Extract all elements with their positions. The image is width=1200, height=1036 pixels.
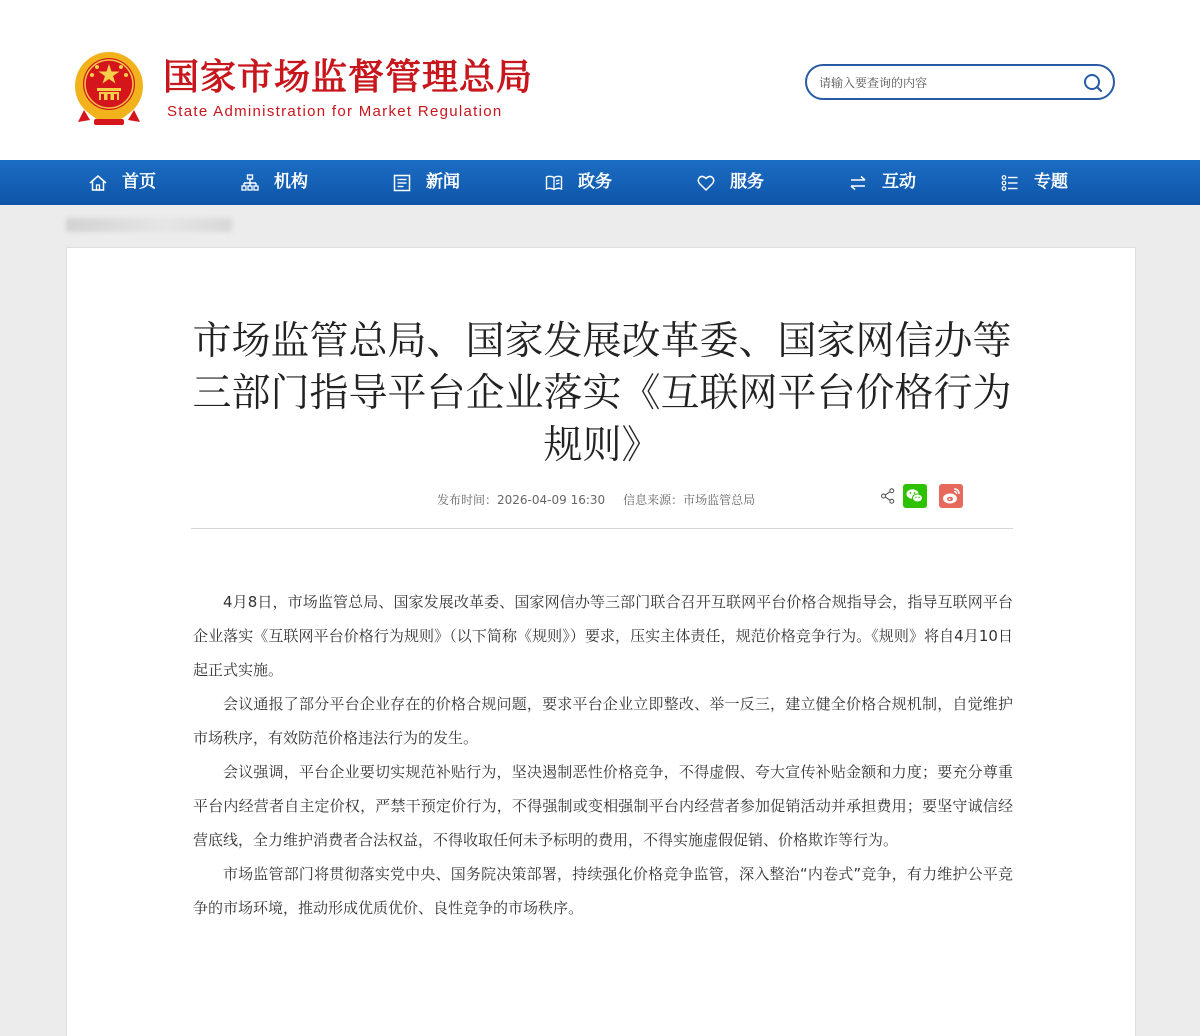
home-icon — [88, 173, 108, 193]
nav-label-organization: 机构 — [274, 172, 308, 192]
swap-arrows-icon — [848, 173, 868, 193]
list-icon — [1000, 173, 1020, 193]
search-input[interactable] — [819, 73, 1059, 93]
nav-item-services[interactable] — [696, 160, 848, 205]
wechat-icon[interactable] — [903, 484, 927, 508]
share-bar — [879, 484, 975, 508]
news-icon — [392, 173, 412, 193]
heart-icon — [696, 173, 716, 193]
search-icon[interactable] — [1081, 71, 1105, 95]
article-title: 市场监管总局、国家发展改革委、国家网信办等三部门指导平台企业落实《互联网平台价格行为规则》 — [192, 319, 1012, 468]
nav-item-special-topics[interactable] — [1000, 160, 1120, 205]
weibo-icon[interactable] — [939, 484, 963, 508]
article-paragraph: 会议通报了部分平台企业存在的价格合规问题，要求平台企业立即整改、举一反三，建立健全价格合规机制，自觉维护市场秩序，有效防范价格违法行为的发生。 — [193, 695, 1013, 747]
nav-item-interaction[interactable] — [848, 160, 1000, 205]
search-box — [805, 64, 1115, 100]
nav-item-government-affairs[interactable] — [544, 160, 696, 205]
publish-time: 2026-04-09 16:30 — [497, 493, 606, 507]
org-chart-icon — [240, 173, 260, 193]
nav-item-home[interactable] — [88, 160, 240, 205]
article-paragraph: 市场监管部门将贯彻落实党中央、国务院决策部署，持续强化价格竞争监管，深入整治“内卷式”竞争，有力维护公平竞争的市场环境，推动形成优质优价、良性竞争的市场秩序。 — [193, 865, 1013, 917]
nav-label-news: 新闻 — [426, 172, 460, 192]
source-name: 市场监管总局 — [683, 493, 756, 507]
title-divider — [191, 528, 1013, 529]
article-meta — [437, 491, 755, 508]
site-subtitle: State Administration for Market Regulation — [167, 103, 503, 120]
article-paragraph: 会议强调，平台企业要切实规范补贴行为，坚决遏制恶性价格竞争，不得虚假、夸大宣传补贴金额和力度；要充分尊重平台内经营者自主定价权，严禁干预定价行为，不得强制或变相强制平台内经营者参加促销活动并承担费用；要坚守诚信经营底线，全力维护消费者合法权益，不得收取任何未予标明的费用，不得实施虚假促销、价格欺诈等行为。 — [193, 763, 1013, 849]
nav-label-interaction: 互动 — [882, 172, 916, 192]
article-paragraph: 4月8日，市场监管总局、国家发展改革委、国家网信办等三部门联合召开互联网平台价格合规指导会，指导互联网平台企业落实《互联网平台价格行为规则》（以下简称《规则》）要求，压实主体责任，规范价格竞争行为。《规则》将自4月10日起正式实施。 — [193, 593, 1013, 679]
article-body — [193, 585, 1013, 925]
nav-label-special-topics: 专题 — [1034, 172, 1068, 192]
national-emblem-logo[interactable] — [70, 48, 148, 128]
site-title[interactable]: 国家市场监督管理总局 — [163, 57, 534, 98]
nav-label-home: 首页 — [122, 172, 156, 192]
share-icon[interactable] — [879, 487, 897, 505]
nav-label-government-affairs: 政务 — [578, 172, 612, 192]
book-icon — [544, 173, 564, 193]
publish-time-label: 发布时间： — [437, 493, 498, 507]
breadcrumb[interactable] — [66, 218, 232, 232]
main-nav — [0, 160, 1200, 205]
source-label: 信息来源： — [623, 493, 684, 507]
site-header — [0, 0, 1200, 160]
nav-label-services: 服务 — [730, 172, 764, 192]
nav-item-news[interactable] — [392, 160, 544, 205]
nav-item-organization[interactable] — [240, 160, 392, 205]
article-panel — [66, 247, 1136, 1036]
